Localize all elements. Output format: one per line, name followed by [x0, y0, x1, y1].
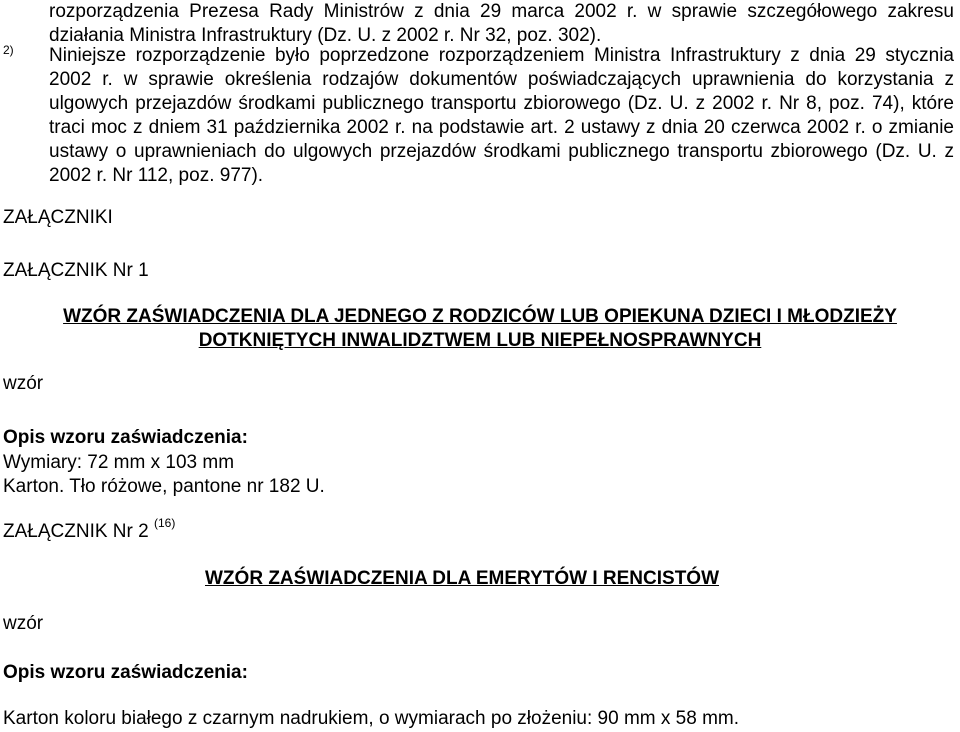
annex-2-heading: ZAŁĄCZNIK Nr 2	[3, 521, 149, 542]
annex-1-title: WZÓR ZAŚWIADCZENIA DLA JEDNEGO Z RODZICÓW LUB OPIEKUNA DZIECI I MŁODZIEŻY DOTKNIĘTYCH INWALIDZTWEM LUB NIEPEŁNOSPRAWNYCH	[63, 306, 897, 351]
annex-2-footnote-ref: (16)	[153, 515, 176, 530]
annex-1-description-heading: Opis wzoru zaświadczenia:	[3, 427, 248, 448]
annex-1-dimensions: Wymiary: 72 mm x 103 mm	[3, 452, 235, 473]
footnote-text: Niniejsze rozporządzenie było poprzedzone rozporządzeniem Ministra Infrastruktury z dnia 29 stycznia 2002 r. w sprawie określenia rodzajów dokumentów poświadczających uprawnienia do korzystania z ulgowych przejazdów środkami publicznego transportu zbiorowego (Dz. U. z 2002 r. Nr 8, poz. 74), które traci moc z dniem 31 października 2002 r. na podstawie art. 2 ustawy z dnia 20 czerwca 2002 r. o zmianie ustawy o uprawnieniach do ulgowych przejazdów środkami publicznego transportu zbiorowego (Dz. U. z 2002 r. Nr 112, poz. 977).	[49, 45, 954, 186]
annex-1-material: Karton. Tło różowe, pantone nr 182 U.	[3, 476, 325, 497]
annex-1-pattern-label: wzór	[3, 373, 44, 394]
annex-2-title: WZÓR ZAŚWIADCZENIA DLA EMERYTÓW I RENCISTÓW	[205, 568, 720, 589]
annex-1-heading: ZAŁĄCZNIK Nr 1	[3, 260, 149, 281]
attachments-heading: ZAŁĄCZNIKI	[3, 207, 113, 228]
footnote-continuation: rozporządzenia Prezesa Rady Ministrów z dnia 29 marca 2002 r. w sprawie szczegółowego zakresu działania Ministra Infrastruktury (Dz. U. z 2002 r. Nr 32, poz. 302).	[49, 1, 954, 46]
annex-2-description: Karton koloru białego z czarnym nadrukiem, o wymiarach po złożeniu: 90 mm x 58 mm.	[3, 708, 740, 729]
annex-2-heading-wrapper	[3, 515, 176, 544]
annex-2-description-heading: Opis wzoru zaświadczenia:	[3, 662, 248, 683]
annex-2-pattern-label: wzór	[3, 613, 44, 634]
footnote-marker: 2)	[3, 43, 14, 57]
